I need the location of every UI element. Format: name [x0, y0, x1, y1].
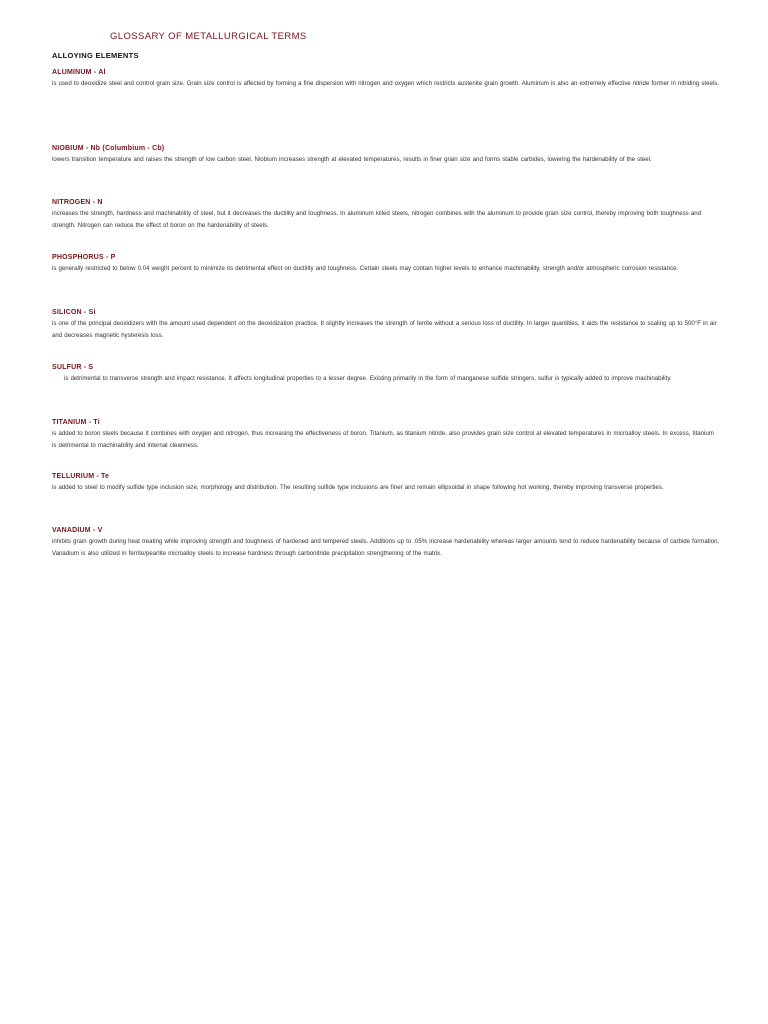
glossary-entry-tellurium: [52, 472, 720, 494]
entry-definition: lowers transition temperature and raises the strength of low carbon steel. Niobium increases strength at elevated temperatures, results in finer grain size and forms stable carbides, lowering the hardenability of the steel.: [52, 156, 652, 163]
entry-definition: is added to boron steels because it combines with oxygen and nitrogen, thus increasing the effectiveness of boron. Titanium, as titanium nitride, also provides grain size control at elevated temperatures in microalloy steels. In excess, titanium is detrimental to machinability and internal cleanness.: [52, 430, 714, 449]
glossary-entry-vanadium: [52, 526, 720, 559]
entry-definition: is detrimental to transverse strength and impact resistance. It affects longitudinal properties to a lesser degree. Existing primarily in the form of manganese sulfide stringers, sulfur is typically added to improve machinability.: [64, 375, 672, 382]
section-heading: ALLOYING ELEMENTS: [52, 51, 139, 60]
glossary-entry-silicon: [52, 308, 720, 341]
glossary-entry-sulfur: [52, 363, 720, 385]
entry-definition: inhibits grain growth during heat treating while improving strength and toughness of hardened and tempered steels. Additions up to .05% increase hardenability whereas larger amounts tend to reduce hardenability because of carbide formation. Vanadium is also utilized in ferrite/pearlite microalloy steels to increase hardness through carbonitride precipitation strengthening of the matrix.: [52, 538, 720, 557]
glossary-entry-phosphorus: [52, 253, 720, 275]
entry-definition: is added to steel to modify sulfide type inclusion size, morphology and distribution. The resulting sulfide type inclusions are finer and remain ellipsoidal in shape following hot working, thereby improving transverse properties.: [52, 484, 664, 491]
entry-term: NIOBIUM - Nb (Columbium - Cb): [52, 145, 165, 152]
entry-term: SULFUR - S: [52, 364, 94, 371]
entry-term: TELLURIUM - Te: [52, 473, 110, 480]
glossary-entry-niobium: [52, 144, 720, 166]
entry-term: TITANIUM - Ti: [52, 419, 100, 426]
entry-term: SILICON - Si: [52, 309, 96, 316]
entry-term: NITROGEN - N: [52, 199, 103, 206]
document-title: GLOSSARY OF METALLURGICAL TERMS: [110, 31, 307, 42]
entry-term: VANADIUM - V: [52, 527, 103, 534]
glossary-entry-aluminum: [52, 68, 720, 90]
glossary-entry-nitrogen: [52, 198, 720, 231]
entry-term: ALUMINUM - Al: [52, 69, 106, 76]
entry-term: PHOSPHORUS - P: [52, 254, 116, 261]
glossary-entry-titanium: [52, 418, 720, 451]
entry-definition: increases the strength, hardness and machinability of steel, but it decreases the ductility and toughness. In aluminum killed steels, nitrogen combines with the aluminum to provide grain size control, thereby improving both toughness and strength. Nitrogen can reduce the effect of boron on the hardenability of steels.: [52, 210, 701, 229]
entry-definition: is used to deoxidize steel and control grain size. Grain size control is affected by forming a fine dispersion with nitrogen and oxygen which restricts austenite grain growth. Aluminum is also an extremely effective nitride former in nitriding steels.: [52, 80, 719, 87]
entry-definition: is generally restricted to below 0.04 weight percent to minimize its detrimental effect on ductility and toughness. Certain steels may contain higher levels to enhance machinability, strength and/or atmospheric corrosion resistance.: [52, 265, 679, 272]
entry-definition: is one of the principal deoxidizers with the amount used dependent on the deoxidization practice. It slightly increases the strength of ferrite without a serious loss of ductility. In larger quantities, it aids the resistance to scaling up to 500°F in air and decreases magnetic hysteresis loss.: [52, 320, 717, 339]
